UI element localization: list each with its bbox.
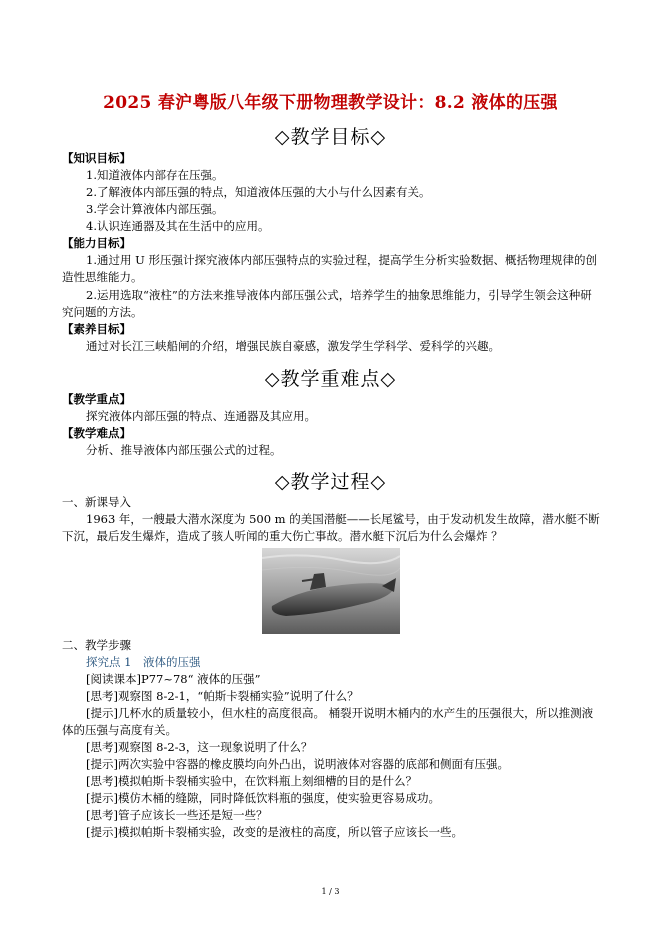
explore-point-title: 探究点 1 液体的压强 (86, 655, 201, 669)
think-line-4: [思考]管子应该长一些还是短一些？ (86, 808, 268, 822)
key-point: 探究液体内部压强的特点、连通器及其应用。 (86, 409, 316, 423)
key-point-label: 【教学重点】 (62, 392, 131, 406)
knowledge-goal-1: 1.知道液体内部存在压强。 (86, 168, 224, 182)
ability-goal-2: 2.运用选取“液柱”的方法来推导液体内部压强公式，培养学生的抽象思维能力，引导学生领会这种研究问题的方法。 (62, 288, 592, 319)
intro-heading: 一、新课导入 (62, 495, 131, 509)
literacy-goal: 通过对长江三峡船闸的介绍，增强民族自豪感，激发学生学科学、爱科学的兴趣。 (86, 339, 500, 353)
ability-goals-label: 【能力目标】 (62, 236, 131, 250)
document-title: 2025 春沪粤版八年级下册物理教学设计：8.2 液体的压强 (103, 93, 558, 113)
literacy-goals-label: 【素养目标】 (62, 322, 131, 336)
section-heading-goals: ◇教学目标◇ (274, 126, 387, 148)
page-number: 1 / 3 (321, 887, 340, 896)
steps-heading: 二、教学步骤 (62, 638, 131, 652)
hint-line-3: [提示]模仿木桶的缝隙，同时降低饮料瓶的强度，使实验更容易成功。 (86, 791, 440, 805)
think-line-3: [思考]模拟帕斯卡裂桶实验中，在饮料瓶上刻细槽的目的是什么？ (86, 774, 417, 788)
hint-line-1: [提示]几杯水的质量较小，但水柱的高度很高。 桶裂开说明木桶内的水产生的压强很大，所以推测液体的压强与高度有关。 (62, 706, 594, 737)
knowledge-goal-4: 4.认识连通器及其在生活中的应用。 (86, 219, 270, 233)
read-textbook-line: [阅读课本]P77~78“ 液体的压强” (86, 672, 261, 686)
knowledge-goal-2: 2.了解液体内部压强的特点，知道液体压强的大小与什么因素有关。 (86, 185, 431, 199)
difficulty-label: 【教学难点】 (62, 426, 131, 440)
ability-goal-1: 1.通过用 U 形压强计探究液体内部压强特点的实验过程，提高学生分析实验数据、概括物理规律的创造性思维能力。 (62, 253, 597, 284)
difficulty-point: 分析、推导液体内部压强公式的过程。 (86, 443, 282, 457)
hint-line-4: [提示]模拟帕斯卡裂桶实验，改变的是液柱的高度，所以管子应该长一些。 (86, 825, 463, 839)
section-heading-key: ◇教学重难点◇ (264, 368, 397, 390)
submarine-photo (262, 548, 400, 634)
knowledge-goals-label: 【知识目标】 (62, 151, 131, 165)
knowledge-goal-3: 3.学会计算液体内部压强。 (86, 202, 224, 216)
think-line-2: [思考]观察图 8-2-3，这一现象说明了什么？ (86, 740, 313, 754)
hint-line-2: [提示]两次实验中容器的橡皮膜均向外凸出，说明液体对容器的底部和侧面有压强。 (86, 757, 509, 771)
intro-text: 1963 年，一艘最大潜水深度为 500 m 的美国潜艇——长尾鲨号，由于发动机发生故障，潜水艇不断下沉，最后发生爆炸，造成了骇人听闻的重大伤亡事故。潜水艇下沉后为什么会爆炸 ？ (62, 512, 600, 543)
think-line-1: [思考]观察图 8-2-1，“帕斯卡裂桶实验”说明了什么？ (86, 689, 359, 703)
section-heading-process: ◇教学过程◇ (274, 471, 387, 493)
